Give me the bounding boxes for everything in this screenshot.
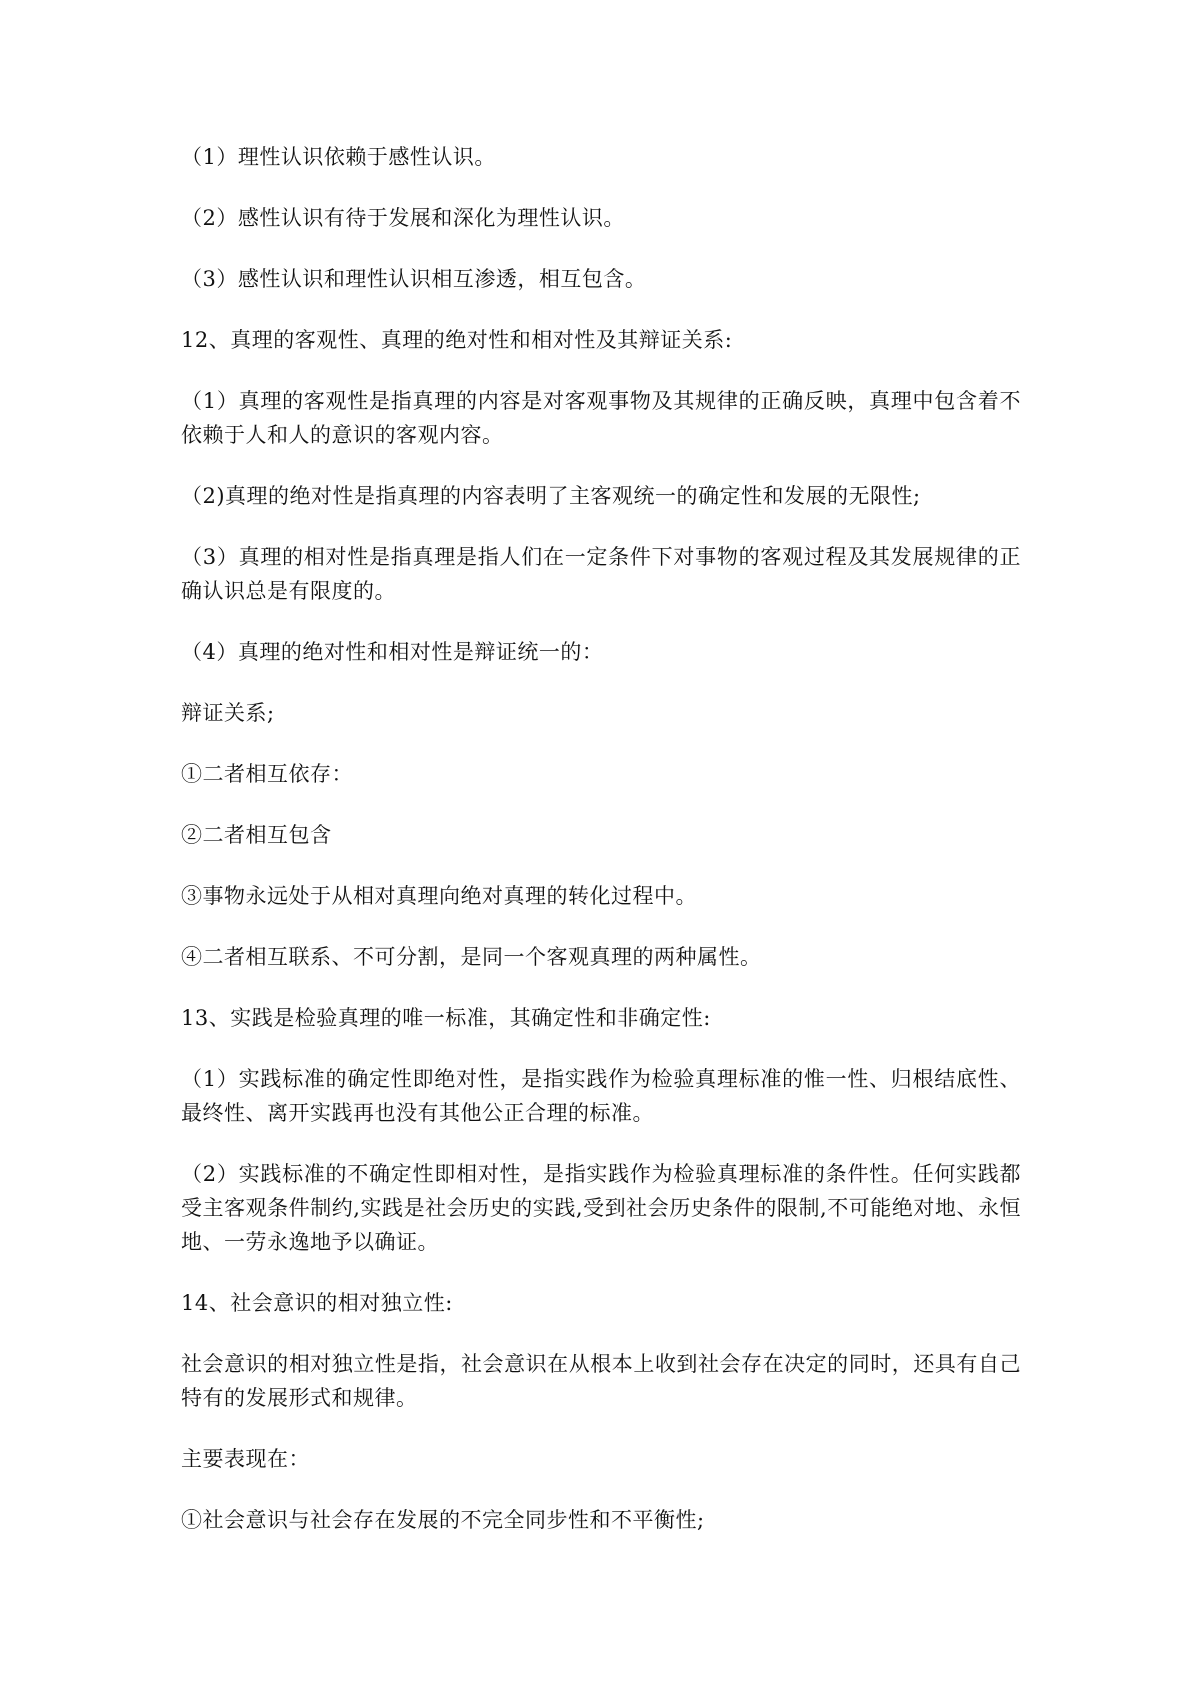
section-12-item-2: （2)真理的绝对性是指真理的内容表明了主客观统一的确定性和发展的无限性; xyxy=(181,484,921,508)
relation-point-1: ①二者相互依存： xyxy=(181,762,353,786)
section-14-definition: 社会意识的相对独立性是指，社会意识在从根本上收到社会存在决定的同时，还具有自己特有的发展形式和规律。 xyxy=(181,1352,1021,1410)
item-1-rational-depends-on-perceptual: （1）理性认识依赖于感性认识。 xyxy=(181,145,496,169)
section-12-item-4: （4）真理的绝对性和相对性是辩证统一的： xyxy=(181,640,604,664)
section-14-point-1: ①社会意识与社会存在发展的不完全同步性和不平衡性; xyxy=(181,1508,705,1532)
section-14-main-manifestations: 主要表现在： xyxy=(181,1447,310,1471)
section-13-item-2: （2）实践标准的不确定性即相对性，是指实践作为检验真理标准的条件性。任何实践都受主客观条件制约,实践是社会历史的实践,受到社会历史条件的限制,不可能绝对地、永恒地、一劳永逸地予以确证。 xyxy=(181,1162,1021,1254)
item-2-perceptual-deepens: （2）感性认识有待于发展和深化为理性认识。 xyxy=(181,206,625,230)
relation-point-3: ③事物永远处于从相对真理向绝对真理的转化过程中。 xyxy=(181,884,697,908)
item-3-mutual-penetration: （3）感性认识和理性认识相互渗透，相互包含。 xyxy=(181,267,647,291)
relation-point-2: ②二者相互包含 xyxy=(181,823,332,847)
dialectical-relation-label: 辩证关系; xyxy=(181,701,275,725)
section-13-item-1: （1）实践标准的确定性即绝对性，是指实践作为检验真理标准的惟一性、归根结底性、最终性、离开实践再也没有其他公正合理的标准。 xyxy=(181,1067,1021,1125)
document-body xyxy=(181,140,1021,1564)
section-12-item-3: （3）真理的相对性是指真理是指人们在一定条件下对事物的客观过程及其发展规律的正确认识总是有限度的。 xyxy=(181,545,1021,603)
section-13-heading: 13、实践是检验真理的唯一标准，其确定性和非确定性: xyxy=(181,1006,711,1030)
section-12-item-1: （1）真理的客观性是指真理的内容是对客观事物及其规律的正确反映，真理中包含着不依赖于人和人的意识的客观内容。 xyxy=(181,389,1021,447)
section-14-heading: 14、社会意识的相对独立性: xyxy=(181,1291,453,1315)
section-12-heading: 12、真理的客观性、真理的绝对性和相对性及其辩证关系: xyxy=(181,328,733,352)
relation-point-4: ④二者相互联系、不可分割，是同一个客观真理的两种属性。 xyxy=(181,945,762,969)
